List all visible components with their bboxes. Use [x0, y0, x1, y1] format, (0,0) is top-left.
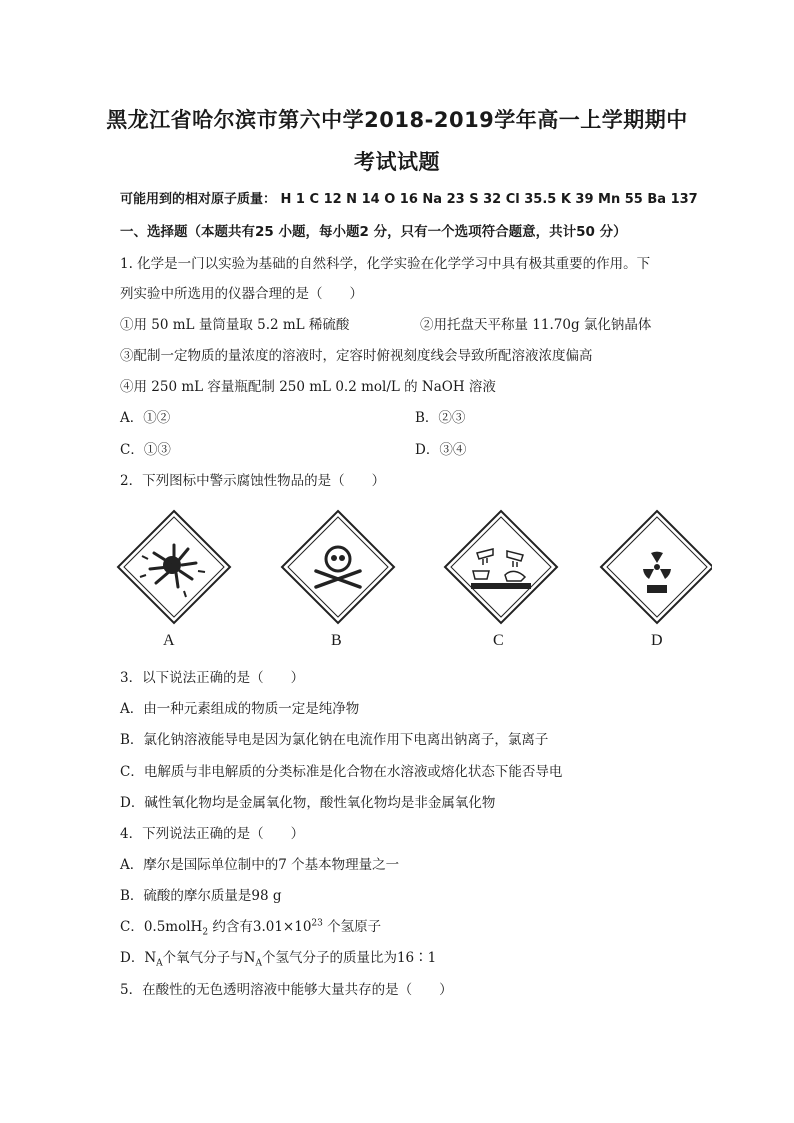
q1-item-1: ①用 50 mL 量筒量取 5.2 mL 稀硫酸: [120, 317, 350, 333]
section-heading: 一、选择题（本题共有25 小题，每小题2 分，只有一个选项符合题意，共计50 分）: [120, 224, 627, 240]
q4-option-d-a1: A: [156, 958, 163, 969]
q4-option-c: [120, 915, 381, 938]
radioactive-hazard-icon: [601, 511, 712, 623]
atomic-masses: 可能用到的相对原子质量： H 1 C 12 N 14 O 16 Na 23 S 32 Cl 35.5 K 39 Mn 55 Ba 137: [120, 192, 698, 207]
q1-option-c: C．①③: [120, 442, 171, 458]
toxic-skull-icon: [282, 511, 394, 623]
q4-option-d-n1: N: [144, 950, 157, 966]
hazard-signs: [112, 505, 712, 655]
q2-stem: 2．下列图标中警示腐蚀性物品的是（ ）: [120, 473, 386, 489]
q1-option-b: B．②③: [415, 410, 466, 426]
q3-option-b: B．氯化钠溶液能导电是因为氯化钠在电流作用下电离出钠离子，氯离子: [120, 732, 549, 748]
corrosive-hazard-icon: [445, 511, 557, 623]
q4-stem: 4．下列说法正确的是（ ）: [120, 826, 305, 842]
q1-option-d: D．③④: [415, 442, 467, 458]
q1-item-4: ④用 250 mL 容量瓶配制 250 mL 0.2 mol/L 的 NaOH 溶液: [120, 379, 496, 395]
q4-option-c-post: 个氢原子: [322, 919, 382, 935]
exam-title-line2: 考试试题: [354, 150, 440, 174]
sign-label-a: A: [163, 632, 175, 649]
q4-option-b: B．硫酸的摩尔质量是98 g: [120, 888, 282, 904]
q4-option-d: [120, 946, 436, 969]
q4-option-d-post: 个氢气分子的质量比为16∶1: [261, 950, 437, 966]
q4-option-c-mid: 约含有3.01×10: [208, 919, 312, 935]
sign-label-b: B: [331, 632, 342, 649]
q1-stem-line2: 列实验中所选用的仪器合理的是（ ）: [120, 286, 363, 302]
q3-stem: 3．以下说法正确的是（ ）: [120, 670, 305, 686]
explosive-hazard-icon: [118, 511, 230, 623]
q3-option-a: A．由一种元素组成的物质一定是纯净物: [120, 701, 360, 717]
q5-stem: 5．在酸性的无色透明溶液中能够大量共存的是（ ）: [120, 982, 453, 998]
q4-option-a: A．摩尔是国际单位制中的7 个基本物理量之一: [120, 857, 400, 873]
sign-label-d: D: [651, 632, 663, 649]
q1-stem-line1: 1. 化学是一门以实验为基础的自然科学，化学实验在化学学习中具有极其重要的作用。下: [120, 256, 651, 272]
q1-item-2: ②用托盘天平称量 11.70g 氯化钠晶体: [420, 317, 652, 333]
q4-option-c-pre: C．0.5molH: [120, 919, 203, 935]
exam-title-line1: 黑龙江省哈尔滨市第六中学2018-2019学年高一上学期期中: [106, 108, 688, 132]
q3-option-d: D．碱性氧化物均是金属氧化物，酸性氧化物均是非金属氧化物: [120, 795, 496, 811]
q1-item-3: ③配制一定物质的量浓度的溶液时，定容时俯视刻度线会导致所配溶液浓度偏高: [120, 348, 593, 364]
q3-option-c: C．电解质与非电解质的分类标准是化合物在水溶液或熔化状态下能否导电: [120, 764, 563, 780]
q4-option-c-sup: 23: [311, 918, 323, 929]
q4-option-d-a2: A: [255, 958, 262, 969]
q4-option-c-sub: 2: [202, 927, 209, 938]
q1-option-a: A．①②: [120, 410, 171, 426]
sign-label-c: C: [493, 632, 504, 649]
q4-option-d-prefix: D．: [120, 950, 145, 966]
q4-option-d-mid: 个氧气分子与N: [162, 950, 256, 966]
